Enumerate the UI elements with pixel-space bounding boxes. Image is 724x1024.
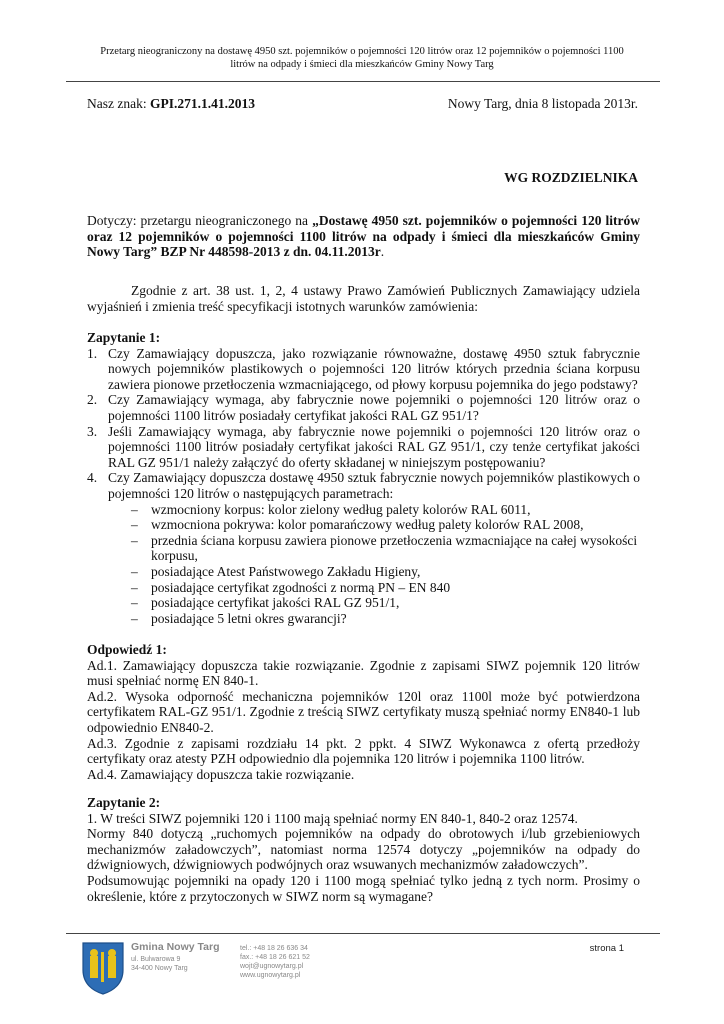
bullet-item: [131, 517, 640, 533]
subject-paragraph: [87, 213, 640, 260]
header-line-1: Przetarg nieograniczony na dostawę 4950 szt. pojemników o pojemności 120 litrów oraz 12 pojemników o pojemności 1100: [100, 46, 624, 57]
bullet-item: [131, 533, 640, 564]
list-number: 2.: [87, 392, 98, 408]
list-text: Jeśli Zamawiający wymaga, aby fabrycznie nowe pojemniki o pojemności 120 litrów oraz o pojemności 1100 litrów posiadały certyfikat jakości RAL GZ 951/1, czy tenże certyfikat jakości RAL GZ 951/1 należy załączyć do oferty składanej w niniejszym postępowaniu?: [108, 423, 640, 470]
dash-bullet: –: [131, 517, 138, 533]
header-line-2: litrów na odpady i śmieci dla mieszkańców Gminy Nowy Targ: [230, 59, 494, 70]
answer-paragraph: Ad.3. Zgodnie z zapisami rozdziału 14 pkt. 2 ppkt. 4 SIWZ Wykonawca z ofertą przedłoży certyfikaty oraz atesty PZH odpowiednio dla pojemnika 120 litrów i pojemnika 1100 litrów.: [87, 735, 640, 767]
bullet-item: [131, 502, 640, 518]
footer-divider: [66, 933, 660, 934]
bullet-item: [131, 611, 640, 627]
footer-email: wojt@ugnowytarg.pl: [240, 963, 304, 970]
list-text: Czy Zamawiający dopuszcza, jako rozwiązanie równoważne, dostawę 4950 sztuk fabrycznie nowych pojemników plastikowych o pojemności 120 litrów których przednia ściana korpusu zawiera pionowe przetłoczenia wzmacniającego, od płowy korpusu pojemnika do jego podstawy?: [108, 345, 640, 392]
question-paragraph: Normy 840 dotyczą „ruchomych pojemników na odpady do obrotowych i/lub grzebieniowych mechanizmów załadowczych”, natomiast norma 12574 dotyczy „pojemników na odpady do dźwigniowych, dźwigniowych podwójnych oraz wsuwanych mechanizmów załadowczych”.: [87, 826, 640, 873]
footer-fax: fax.: +48 18 26 621 52: [240, 954, 310, 961]
list-number: 4.: [87, 470, 98, 486]
bullet-text: wzmocniony korpus: kolor zielony według palety kolorów RAL 6011,: [151, 501, 531, 517]
list-item: [87, 346, 640, 393]
bullet-text: wzmocniona pokrywa: kolor pomarańczowy według palety kolorów RAL 2008,: [151, 517, 584, 533]
reference-label: Nasz znak:: [87, 96, 150, 111]
answer-paragraph: Ad.1. Zamawiający dopuszcza takie rozwiązanie. Zgodnie z zapisami SIWZ pojemnik 120 litrów musi spełniać normę EN 840-1.: [87, 657, 640, 689]
letter-date: Nowy Targ, dnia 8 listopada 2013r.: [447, 96, 638, 111]
subject-prefix: Dotyczy: przetargu nieograniczonego na: [87, 213, 313, 228]
bullet-text: posiadające certyfikat zgodności z normą PN – EN 840: [151, 579, 451, 595]
dash-bullet: –: [131, 610, 138, 626]
answer-paragraph: Ad.2. Wysoka odporność mechaniczna pojemników 120l oraz 1100l może być potwierdzona certyfikatem RAL-GZ 951/1. Zgodnie z treścią SIWZ certyfikaty muszą spełniać normy EN840-1 lub odpowiednio EN840-2.: [87, 688, 640, 735]
footer-tel: tel.: +48 18 26 636 34: [240, 945, 308, 952]
dash-bullet: –: [131, 532, 138, 548]
intro-paragraph: Zgodnie z art. 38 ust. 1, 2, 4 ustawy Prawo Zamówień Publicznych Zamawiający udziela wyjaśnień i zmienia treść specyfikacji istotnych warunków zamówienia:: [87, 283, 640, 314]
question-2-section: [87, 795, 640, 904]
subject-suffix: .: [380, 244, 385, 260]
list-item: [87, 470, 640, 501]
list-number: 3.: [87, 423, 98, 439]
question-1-heading: Zapytanie 1:: [87, 330, 161, 345]
coat-of-arms-icon: [80, 940, 126, 996]
reference-number: [87, 96, 255, 112]
dash-bullet: –: [131, 595, 138, 611]
footer-city: 34-400 Nowy Targ: [131, 965, 188, 972]
answer-1-section: [87, 642, 640, 782]
question-paragraph: 1. W treści SIWZ pojemniki 120 i 1100 mają spełniać normy EN 840-1, 840-2 oraz 12574.: [87, 810, 578, 826]
answer-1-heading: Odpowiedź 1:: [87, 642, 167, 657]
reference-value: GPI.271.1.41.2013: [149, 96, 255, 111]
bullet-text: posiadające Atest Państwowego Zakładu Higieny,: [151, 563, 421, 579]
bullet-text: posiadające 5 letni okres gwarancji?: [151, 610, 347, 626]
bullet-text: posiadające certyfikat jakości RAL GZ 951/1,: [151, 595, 400, 611]
header-divider: [66, 81, 660, 82]
list-text: Czy Zamawiający wymaga, aby fabrycznie nowe pojemniki o pojemności 120 litrów oraz o pojemności 1100 litrów posiadały certyfikat jakości RAL GZ 951/1?: [108, 392, 640, 423]
subject-title: „Dostawę 4950 szt. pojemników o pojemności 120 litrów oraz 12 pojemników o pojemności 1100 litrów na odpady i śmieci dla mieszkańców Gminy Nowy Targ” BZP Nr 448598-2013 z dn. 04.11.2013r: [87, 213, 640, 260]
list-item: [87, 424, 640, 471]
dash-bullet: –: [131, 579, 138, 595]
list-text: Czy Zamawiający dopuszcza dostawę 4950 sztuk fabrycznie nowych pojemników plastikowych o pojemności 120 litrów o następujących parametrach:: [108, 470, 640, 501]
running-header: [70, 45, 654, 71]
question-paragraph: Podsumowując pojemniki na opady 120 i 1100 mogą spełniać tylko jedną z tych norm. Prosimy o określenie, które z przytoczonych w SIWZ norm są wymagane?: [87, 872, 640, 904]
bullet-item: [131, 595, 640, 611]
footer-org-name: Gmina Nowy Targ: [131, 941, 220, 953]
list-number: 1.: [87, 345, 98, 361]
bullet-text: przednia ściana korpusu zawiera pionowe przetłoczenia wzmacniające na całej wysokości korpusu,: [151, 532, 638, 564]
question-2-heading: Zapytanie 2:: [87, 795, 161, 810]
parameter-list: [87, 502, 640, 627]
question-1-section: [87, 330, 640, 626]
footer-contact: [240, 944, 310, 980]
answer-paragraph: Ad.4. Zamawiający dopuszcza takie rozwiązanie.: [87, 766, 355, 782]
dash-bullet: –: [131, 563, 138, 579]
footer-address: [131, 955, 188, 973]
bullet-item: [131, 580, 640, 596]
addressee: WG ROZDZIELNIKA: [504, 170, 638, 185]
dash-bullet: –: [131, 501, 138, 517]
list-item: [87, 392, 640, 423]
footer-web: www.ugnowytarg.pl: [240, 972, 301, 979]
page-number: strona 1: [589, 943, 624, 954]
question-1-list: [87, 346, 640, 502]
bullet-item: [131, 564, 640, 580]
footer-street: ul. Bulwarowa 9: [131, 956, 181, 963]
